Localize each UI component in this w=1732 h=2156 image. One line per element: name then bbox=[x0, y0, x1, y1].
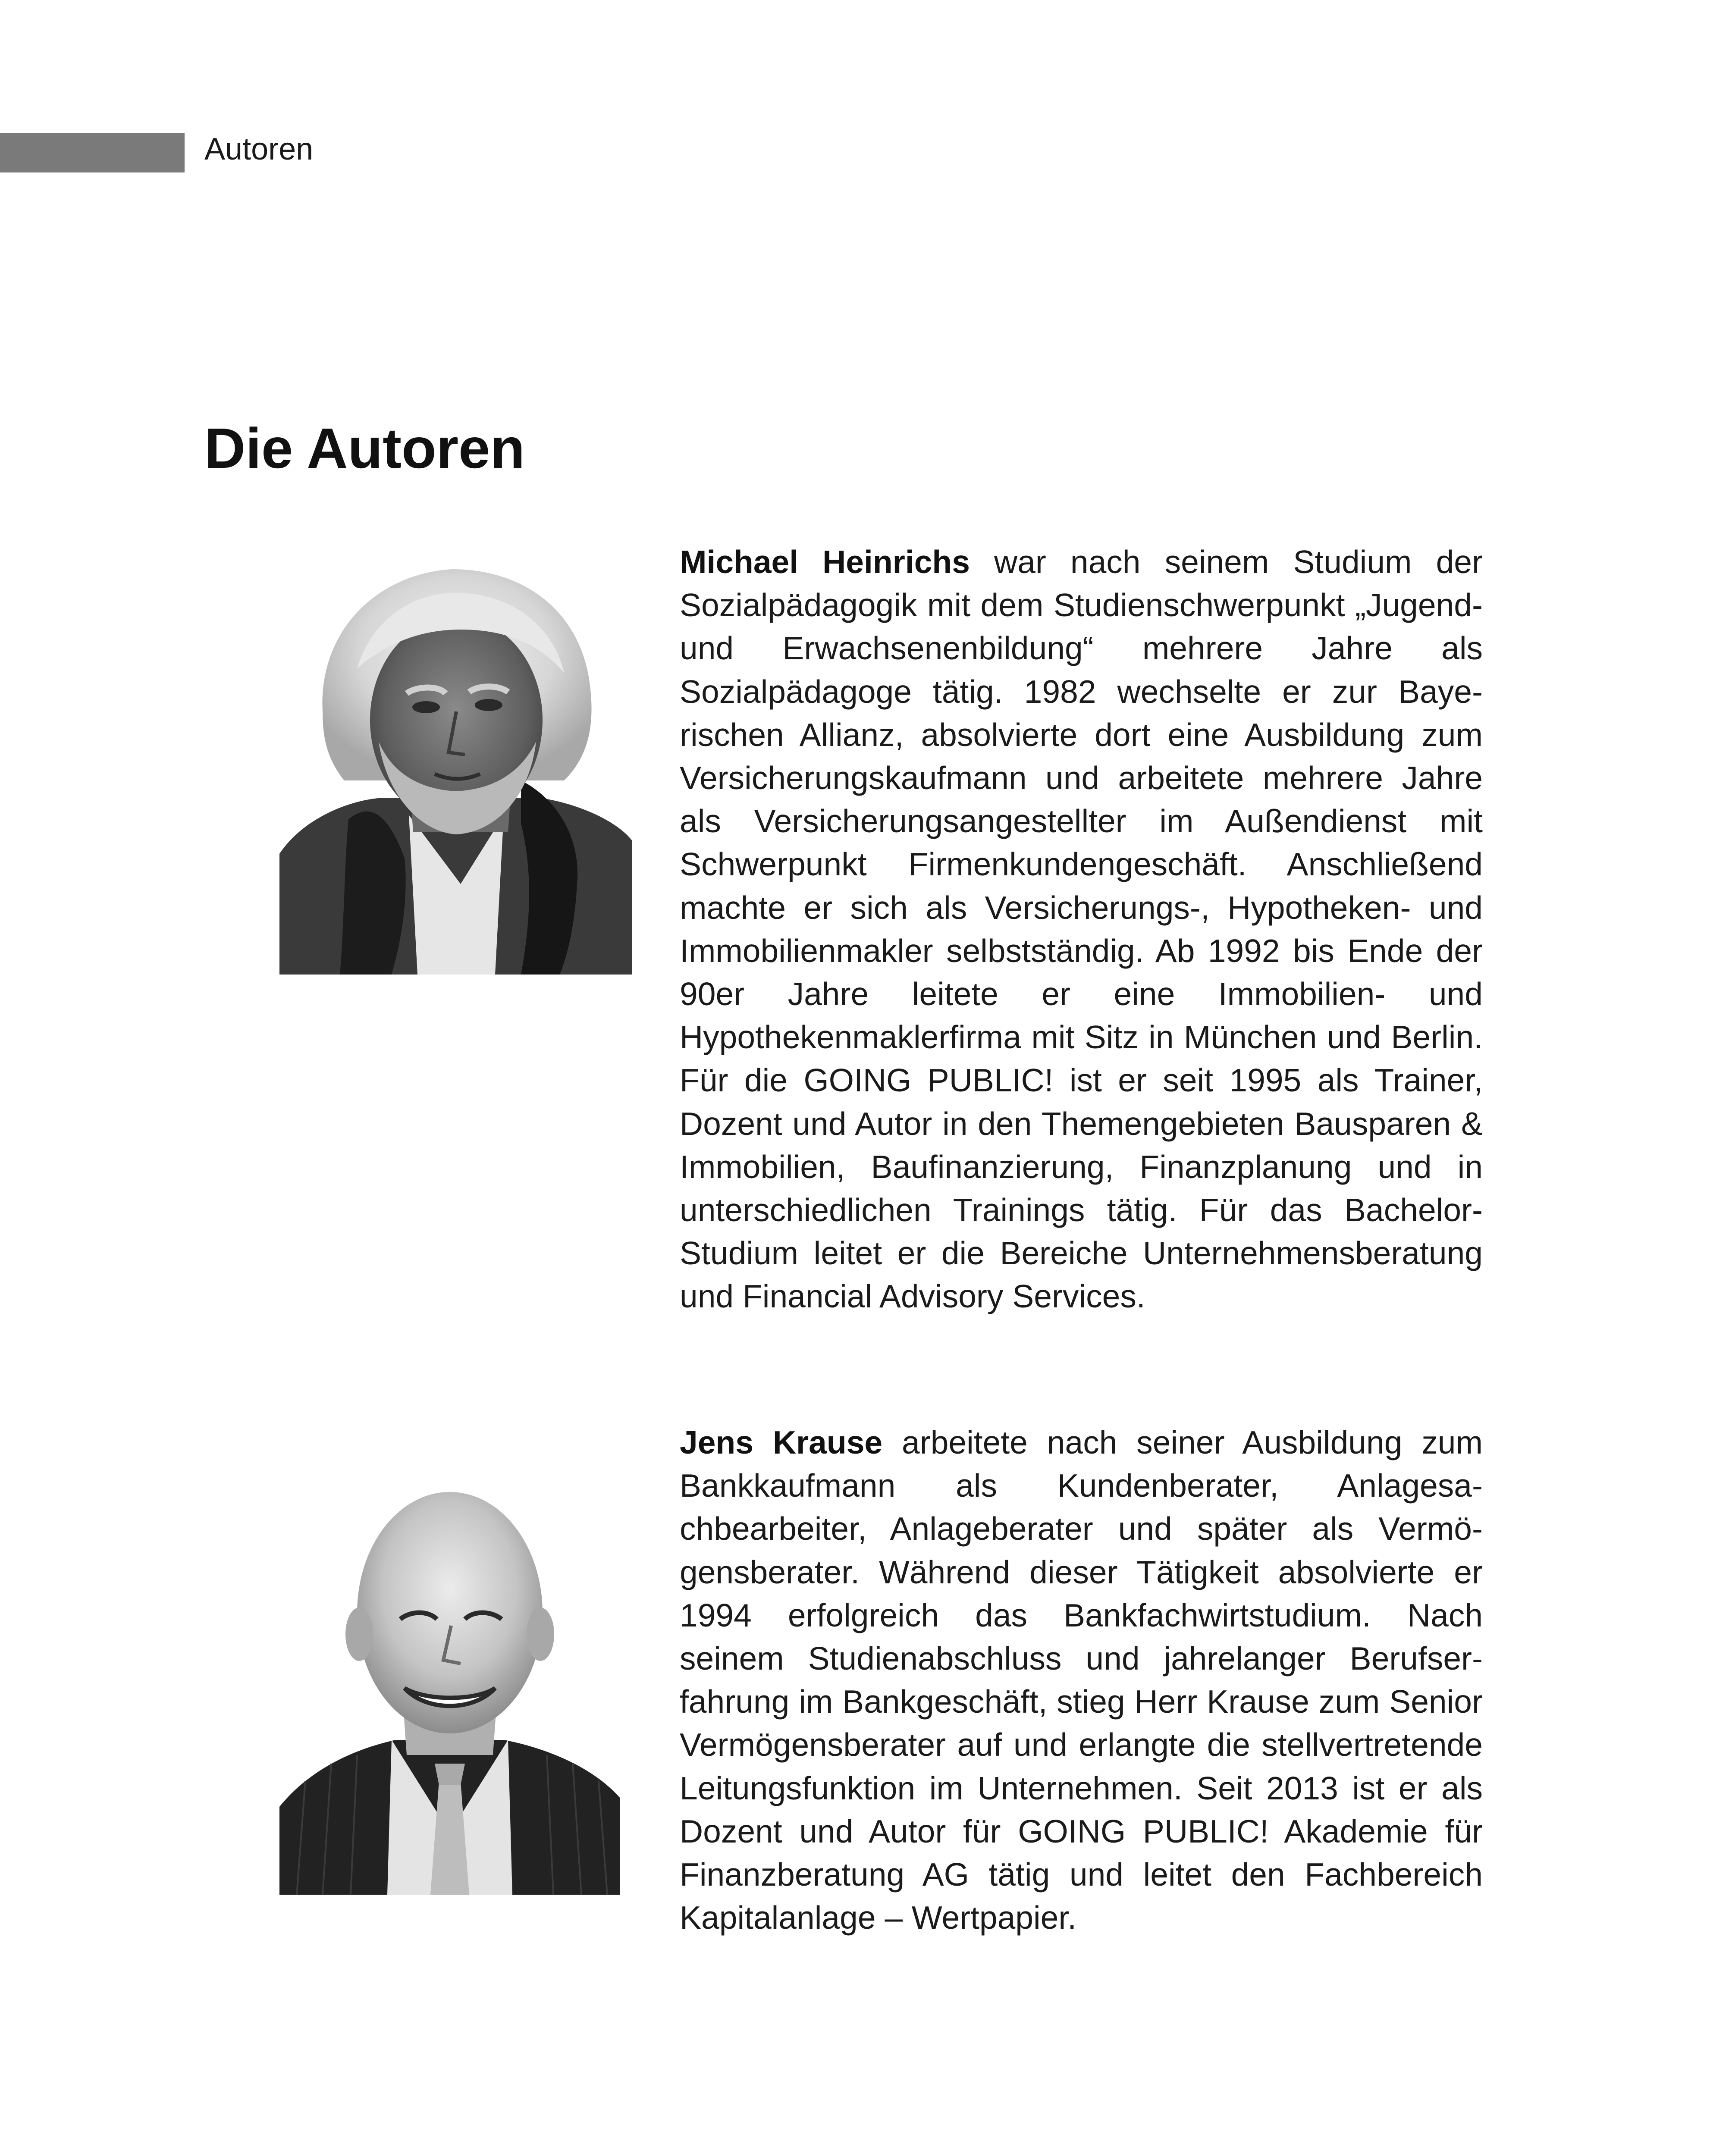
author-name: Michael Heinrichs bbox=[680, 544, 970, 580]
running-head: Autoren bbox=[204, 132, 314, 166]
author-bio-jens-krause bbox=[680, 1421, 1483, 1939]
author-name: Jens Krause bbox=[680, 1424, 883, 1460]
portrait-illustration bbox=[279, 556, 632, 975]
author-bio-text: arbeitete nach seiner Ausbildung zum Bankkaufmann als Kundenberater, Anlagesachbearbeiter, Anlageberater und später als Vermögensberater. Während dieser Tätigkeit absolvierte er 1994 erfolgreich das Bankfachwirtstudium. Nach seinem Studienabschluss und jahrelanger Berufserfahrung im Bankgeschäft, stieg Herr Krause zum Senior Vermögensberater auf und erlangte die stellvertretende Leitungsfunktion im Unternehmen. Seit 2013 ist er als Dozent und Autor für GOING PUBLIC! Akademie für Finanzberatung AG tätig und leitet den Fachbereich Kapitalanlage – Wertpapier. bbox=[680, 1424, 1483, 1936]
author-photo-jens-krause bbox=[279, 1453, 620, 1895]
portrait-illustration bbox=[279, 1453, 620, 1895]
page-title: Die Autoren bbox=[204, 417, 525, 480]
author-photo-michael-heinrichs bbox=[279, 556, 632, 975]
author-bio-michael-heinrichs bbox=[680, 540, 1483, 1318]
author-bio-text: war nach seinem Studium der Sozialpädagogik mit dem Studienschwerpunkt „Jugend- und Erwachsenenbildung“ mehrere Jahre als Sozialpädagoge tätig. 1982 wechselte er zur Bayerischen Allianz, absolvierte dort eine Ausbildung zum Versicherungskaufmann und arbeitete mehrere Jahre als Versicherungsangestellter im Außendienst mit Schwerpunkt Firmenkundengeschäft. Anschließend machte er sich als Versicherungs-, Hypotheken- und Immobilienmakler selbstständig. Ab 1992 bis Ende der 90er Jahre leitete er eine Immobilien- und Hypothekenmaklerfirma mit Sitz in München und Berlin. Für die GOING PUBLIC! ist er seit 1995 als Trainer, Dozent und Autor in den Themengebieten Bausparen & Immobilien, Baufinanzierung, Finanzplanung und in unterschiedlichen Trainings tätig. Für das Bachelor-Studium leitet er die Bereiche Unternehmensberatung und Financial Advisory Services. bbox=[680, 544, 1483, 1315]
header-bar bbox=[0, 133, 185, 172]
